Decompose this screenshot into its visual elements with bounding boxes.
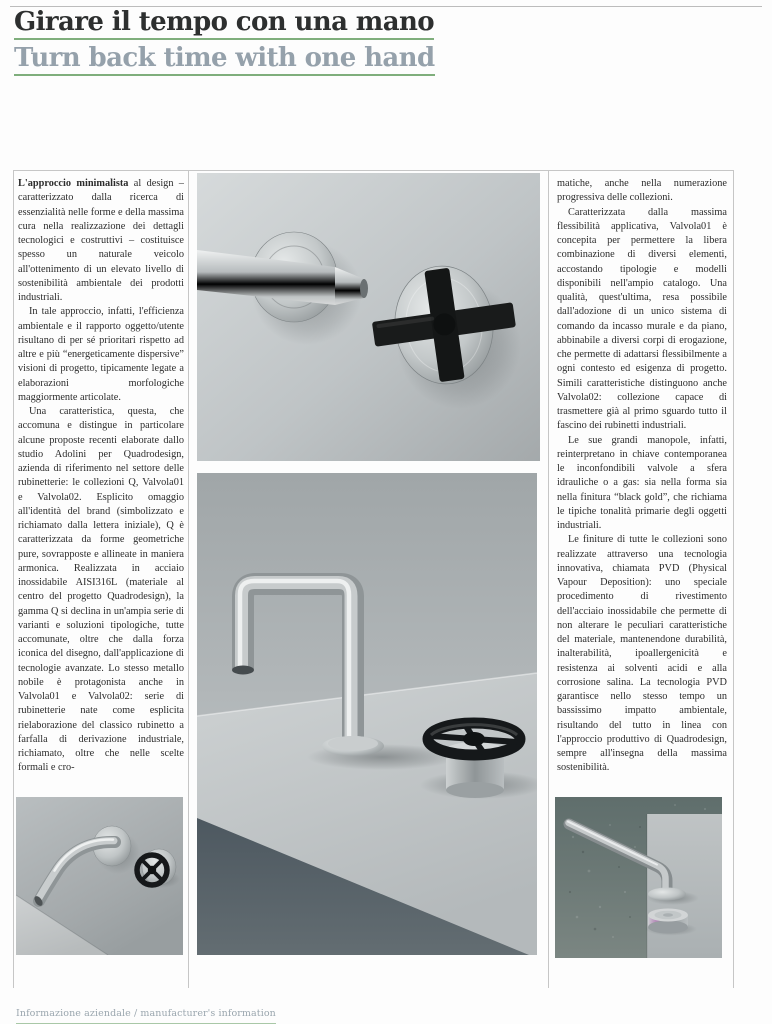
title-line-italian <box>14 9 435 40</box>
round-knob <box>648 909 688 934</box>
photo-wall-spout-wheel-valve <box>16 797 183 955</box>
page-subtitle: Turn back time with one hand <box>14 45 435 76</box>
content-top-rule <box>13 170 733 171</box>
column-rule-right <box>733 170 734 988</box>
column-rule-left <box>13 170 14 988</box>
photo-angled-spout-knob <box>555 797 722 958</box>
lead-phrase: L'approccio minimalista <box>18 178 129 189</box>
paragraph-text: al design – caratterizzato dalla ricerca di essenzialità nelle forme e della massima cura nella realizzazione dei dettagli tecnologici e costruttivi – costituisce spesso un naturale veicolo all'ottenimento di un elevato livello di sostenibilità ambientale dei prodotti industriali. <box>18 178 184 303</box>
angled-spout-knob-photo <box>555 797 722 958</box>
article-column-1 <box>18 177 184 797</box>
title-line-english <box>14 40 435 76</box>
footer-caption: Informazione aziendale / manufacturer's information <box>16 1008 276 1024</box>
column-rule-2-3 <box>548 170 549 988</box>
wheel-handle <box>428 723 520 755</box>
photo-wall-spout-cross-handle <box>197 173 540 461</box>
paragraph: In tale approccio, infatti, l'efficienza ambientale e il rapporto oggetto/utente risultano di per sé prioritari rispetto ad altre e più “energeticamente dispersive” visioni di progetto, tipicamente legate a elaborazioni morfologiche maggiormente articolate. <box>18 306 184 403</box>
deck-spout-wheel-handle-photo <box>197 473 537 955</box>
paragraph: Le finiture di tutte le collezioni sono realizzate attraverso una tecnologia innovativa, chiamata PVD (Physical Vapour Deposition): uno speciale procedimento di rivestimento dell'acciaio inossidabile che permette di non alterare le peculiari caratteristiche del materiale, mantenendone durabilità, inalterabilità, ipoallergenicità e resistenza ai solventi acidi e alla corrosione salina. La tecnologia PVD garantisce nello stesso tempo un bassissimo impatto ambientale, risultando del tutto in linea con l'approccio produttivo di Quadrodesign, sempre all'insegna della massima sostenibilità. <box>557 534 727 774</box>
wall-spout-wheel-valve-photo <box>16 797 183 955</box>
page-title: Girare il tempo con una mano <box>14 9 434 40</box>
article-column-3 <box>557 177 727 797</box>
column-rule-1-2 <box>188 170 189 988</box>
page-footer <box>16 1003 276 1024</box>
wall-spout-cross-handle-photo <box>197 173 540 461</box>
paragraph: Una caratteristica, questa, che accomuna e distingue in particolare alcune proposte recenti elaborate dallo studio Adolini per Quadrodesign, azienda di riferimento nel settore delle rubinetterie: le collezioni Q, Valvola01 e Valvola02. Esplicito omaggio all'identità del brand (simbolizzato e richiamato dalla lettera iniziale), Q è caratterizzata da forme geometriche pure, sovrapposte e allineate in maniera armonica. Realizzata in acciaio inossidabile AISI316L (materiale al centro del progetto Quadrodesign), la gamma Q si declina in un'ampia serie di varianti e soluzioni tipologiche, tutte accomunate, oltre che dalla forza iconica del disegno, dall'applicazione di tecnologie avanzate. Lo stesso metallo nobile è protagonista anche in Valvola01 e Valvola02: serie di rubinetterie nate come esplicita rielaborazione del classico rubinetto a farfalla di derivazione industriale, richiamato, oltre che nelle scelte formali e cro- <box>18 406 184 774</box>
photo-deck-spout-wheel-handle <box>197 473 537 955</box>
paragraph: Le sue grandi manopole, infatti, reinterpretano in chiave contemporanea le inconfondibili valvole a sfera idrauliche o a gas: sia nella forma sia nella finitura “black gold”, che richiama le tipiche tonalità primarie degli oggetti industriali. <box>557 434 727 531</box>
paragraph <box>18 177 184 305</box>
page-header <box>14 9 435 76</box>
paragraph: matiche, anche nella numerazione progressiva delle collezioni. <box>557 178 727 204</box>
paragraph: Caratterizzata dalla massima flessibilità applicativa, Valvola01 è concepita per permettere la libera combinazione di diversi elementi, accostando tipologie e modelli disponibili nell'ampio catalogo. Una qualità, quest'ultima, resa possibile dall'adozione di un unico sistema di comando da incasso murale e da piano, abbinabile a diversi corpi di erogazione, che permette di adattarsi flessibilmente a ogni contesto ed esigenza di progetto. Simili caratteristiche distinguono anche Valvola02: collezione capace di trasmettere già al primo sguardo tutto il fascino dei rubinetti industriali. <box>557 206 727 432</box>
